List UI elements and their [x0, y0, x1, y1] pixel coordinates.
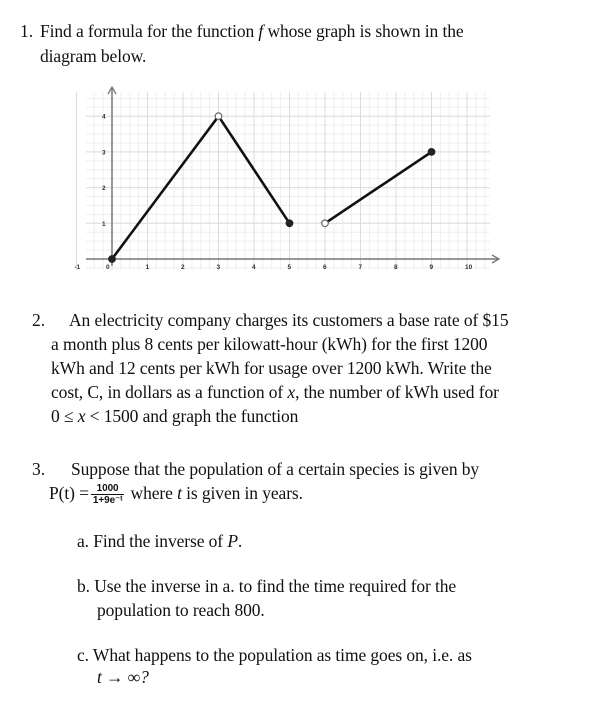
x-tick-label: 3 [216, 264, 221, 271]
problem-2-text: cost, C, in dollars as a function of [51, 382, 288, 402]
x-tick-label: 5 [287, 264, 292, 271]
problem-3-text-cont: is given in years. [181, 483, 303, 503]
variable-P: P [227, 531, 238, 551]
x-tick-label: 4 [252, 264, 256, 271]
problem-2-line-3: kWh and 12 cents per kWh for usage over 1200 kWh. Write the [51, 358, 492, 378]
x-tick-label: 1 [145, 264, 150, 271]
variable-x: x [287, 382, 296, 402]
problem-1-text-cont: whose graph is shown in the [263, 21, 464, 41]
function-graph [0, 0, 601, 290]
problem-3-line-2 [49, 481, 303, 506]
formula-denominator: 1+9e⁻ᵗ [92, 495, 123, 507]
part-c-line-2: t → ∞? [97, 667, 149, 687]
y-tick-label: 4 [102, 113, 106, 121]
x-tick-label: 10 [465, 264, 473, 271]
tick-labels [75, 114, 473, 271]
x-tick-label: -1 [74, 264, 81, 271]
domain-start: 0 ≤ [51, 406, 78, 426]
problem-3-line-1: Suppose that the population of a certain species is given by [71, 459, 480, 479]
closed-point-icon [286, 220, 293, 227]
x-tick-label: 6 [323, 264, 327, 271]
part-b-line-1: b. Use the inverse in a. to find the time required for the [77, 576, 457, 596]
x-tick-label: 8 [394, 264, 398, 271]
domain-end: < 1500 and graph the function [85, 406, 299, 426]
y-tick-label: 3 [102, 149, 106, 157]
formula-lhs: P(t) = [49, 483, 89, 503]
problem-1-line-2: diagram below. [40, 46, 147, 66]
problem-2-line-4 [51, 380, 499, 404]
problem-2-number: 2. [32, 310, 46, 330]
part-a [77, 529, 242, 553]
open-point-icon [322, 220, 329, 227]
part-c-line-1: c. What happens to the population as time goes on, i.e. as [77, 645, 472, 665]
formula-fraction [91, 483, 124, 506]
formula-numerator: 1000 [91, 483, 124, 495]
open-point-icon [215, 113, 222, 120]
variable-t: t [177, 483, 182, 503]
problem-1-text: Find a formula for the function [40, 21, 259, 41]
x-tick-label: 0 [106, 264, 110, 271]
problem-2-line-5 [51, 404, 298, 428]
part-a-end: . [237, 531, 243, 551]
x-tick-label: 2 [181, 264, 185, 271]
problem-2-text-cont: , the number of kWh used for [295, 382, 499, 402]
function-symbol: f [258, 21, 264, 41]
x-tick-label: 7 [358, 264, 363, 271]
minor-grid [86, 92, 490, 270]
problem-1-number: 1. [20, 21, 34, 41]
problem-3-number: 3. [32, 459, 46, 479]
x-tick-label: 9 [429, 264, 434, 271]
problem-2-line-1: An electricity company charges its customers a base rate of $15 [69, 310, 509, 330]
y-tick-label: 2 [102, 185, 106, 193]
closed-point-icon [428, 149, 435, 156]
problem-3-text: where [126, 483, 178, 503]
part-b-line-2: population to reach 800. [97, 600, 265, 620]
part-a-text: a. Find the inverse of [77, 531, 228, 551]
variable-x: x [77, 406, 86, 426]
closed-point-icon [109, 256, 116, 263]
y-tick-label: 1 [102, 220, 106, 228]
problem-2-line-2: a month plus 8 cents per kilowatt-hour (kWh) for the first 1200 [51, 334, 488, 354]
